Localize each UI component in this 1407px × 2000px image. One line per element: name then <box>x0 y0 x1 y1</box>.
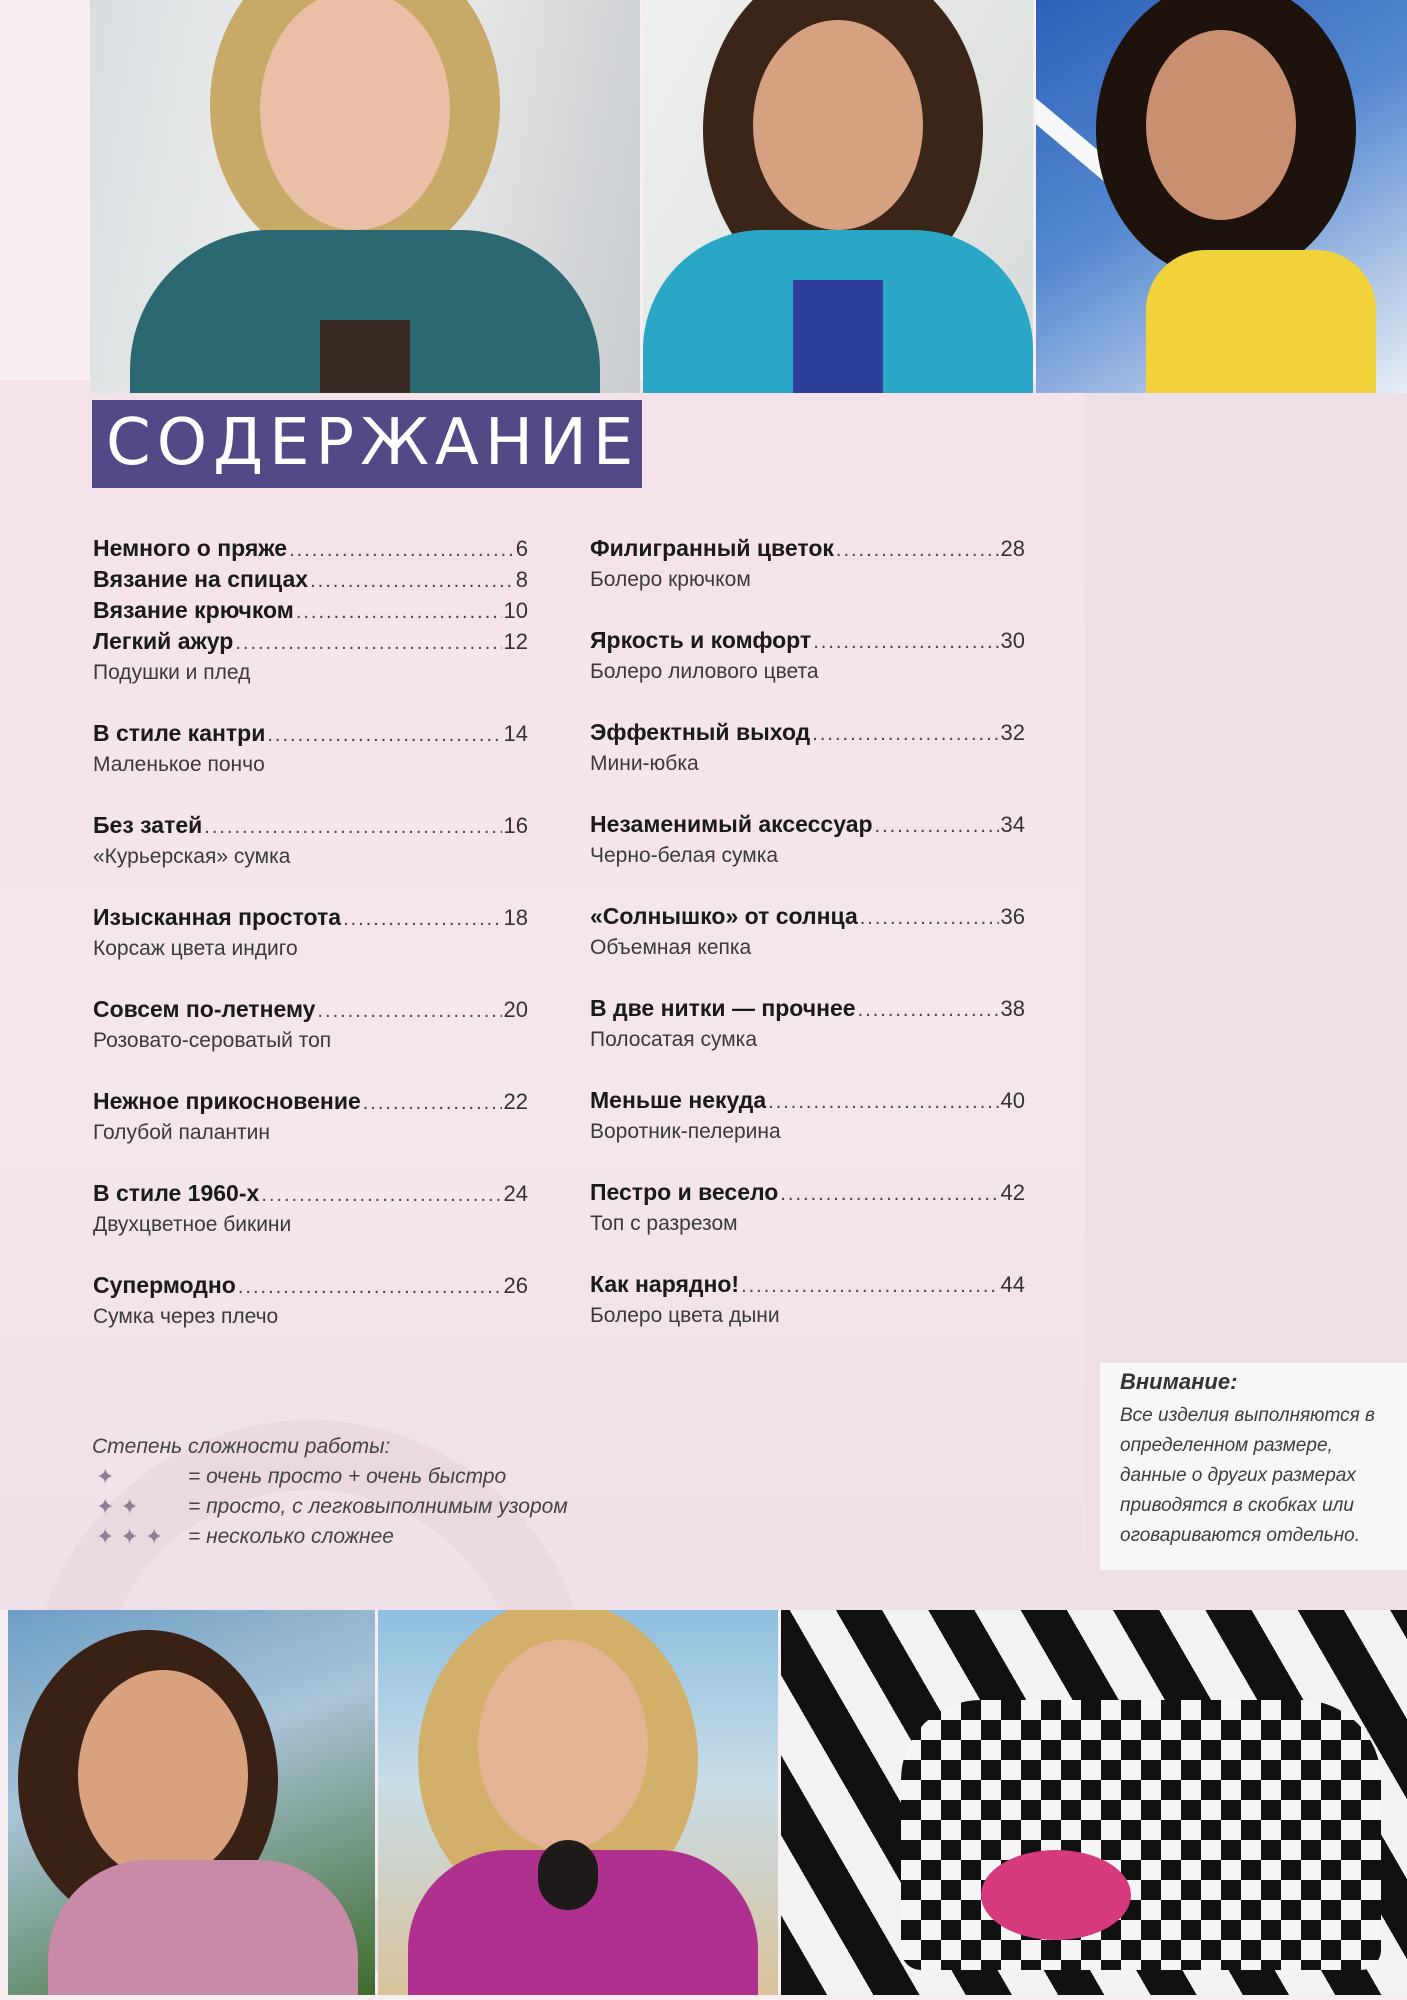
toc-entry-subtitle: Топ с разрезом <box>590 1212 738 1235</box>
legend-text: = очень просто + очень быстро <box>188 1465 507 1488</box>
toc-entry-title: Меньше некуда <box>590 1087 767 1113</box>
legend-row <box>92 1492 568 1522</box>
dot-leader <box>780 1183 998 1206</box>
toc-entry-title: Как нарядно! <box>590 1271 740 1297</box>
toc-entry-subtitle: «Курьерская» сумка <box>93 845 291 868</box>
dot-leader <box>204 816 501 839</box>
dot-leader <box>317 1000 501 1023</box>
toc-entry-title: Нежное прикосновение <box>93 1088 361 1114</box>
toc-entry-line <box>93 566 528 596</box>
toc-entry-subtitle: Болеро лилового цвета <box>590 660 819 683</box>
dot-leader <box>836 539 999 562</box>
toc-entry-line <box>590 1087 1025 1117</box>
toc-entry <box>93 597 528 627</box>
toc-entry-line <box>93 1272 528 1302</box>
toc-entry-title: Незаменимый аксессуар <box>590 811 873 837</box>
woman-teal-shrug-photo <box>90 0 640 393</box>
toc-entry-page: 20 <box>503 997 528 1022</box>
dot-leader <box>812 723 998 746</box>
toc-entry-page: 32 <box>1000 720 1025 745</box>
toc-entry-line <box>93 1180 528 1210</box>
toc-entry-line <box>590 1179 1025 1209</box>
toc-entry-page: 22 <box>503 1089 528 1114</box>
dot-leader <box>267 724 501 747</box>
toc-entry-title: Вязание крючком <box>93 597 294 623</box>
toc-entry-page: 10 <box>503 598 528 623</box>
toc-entry-line <box>93 535 528 565</box>
toc-entry-title: Немного о пряже <box>93 535 288 561</box>
black-white-bag-photo <box>781 1610 1407 1995</box>
toc-entry-subtitle: Голубой палантин <box>93 1121 270 1144</box>
toc-entry-title: Пестро и весело <box>590 1179 779 1205</box>
toc-entry-subtitle: Воротник-пелерина <box>590 1120 781 1143</box>
toc-entry-subtitle: Черно-белая сумка <box>590 844 779 867</box>
toc-entry-line <box>590 535 1025 565</box>
toc-entry-page: 38 <box>1000 996 1025 1021</box>
toc-entry-page: 44 <box>1000 1272 1025 1297</box>
toc-entry-page: 18 <box>503 905 528 930</box>
woman-turquoise-crochet-bolero-photo <box>643 0 1033 393</box>
toc-entry-line <box>590 1271 1025 1301</box>
toc-entry-title: Супермодно <box>93 1272 236 1298</box>
toc-entry-subtitle: Маленькое пончо <box>93 753 265 776</box>
toc-entry-page: 26 <box>503 1273 528 1298</box>
toc-entry-title: Изысканная простота <box>93 904 342 930</box>
toc-entry-title: В две нитки — прочнее <box>590 995 856 1021</box>
toc-entry-line <box>93 1088 528 1118</box>
toc-entry-line <box>93 812 528 842</box>
toc-entry <box>93 1272 528 1332</box>
toc-entry <box>590 719 1025 779</box>
toc-entry <box>93 996 528 1056</box>
dot-leader <box>310 570 514 593</box>
page-title-bar <box>92 400 642 488</box>
toc-entry-subtitle: Болеро крючком <box>590 568 751 591</box>
toc-entry-line <box>93 720 528 750</box>
dot-leader <box>741 1275 998 1298</box>
toc-entry <box>93 812 528 872</box>
legend-row <box>92 1522 394 1552</box>
dot-leader <box>238 1276 502 1299</box>
dot-leader <box>768 1091 998 1114</box>
dot-leader <box>296 601 502 624</box>
toc-entry <box>93 1088 528 1148</box>
toc-entry-line <box>93 904 528 934</box>
dot-leader <box>343 908 501 931</box>
toc-entry-title: «Солнышко» от солнца <box>590 903 858 929</box>
toc-entry-page: 6 <box>515 536 528 561</box>
toc-entry-line <box>590 995 1025 1025</box>
dot-leader <box>860 907 999 930</box>
toc-entry-line <box>590 719 1025 749</box>
dot-leader <box>235 632 501 655</box>
toc-entry <box>590 535 1025 595</box>
toc-entry-title: Легкий ажур <box>93 628 234 654</box>
toc-entry-subtitle: Болеро цвета дыни <box>590 1304 780 1327</box>
dot-leader <box>261 1184 501 1207</box>
notice-box <box>1100 1363 1407 1570</box>
toc-entry-page: 34 <box>1000 812 1025 837</box>
toc-entry-page: 12 <box>503 629 528 654</box>
toc-entry <box>93 904 528 964</box>
toc-entry-page: 28 <box>1000 536 1025 561</box>
dot-leader <box>813 631 998 654</box>
toc-entry-title: В стиле 1960-х <box>93 1180 260 1206</box>
toc-entry <box>93 566 528 596</box>
toc-entry-subtitle: Подушки и плед <box>93 661 251 684</box>
legend-text: = просто, с легковыполнимым узором <box>188 1495 568 1518</box>
legend-heading: Степень сложности работы: <box>92 1435 391 1458</box>
toc-entry-subtitle: Корсаж цвета индиго <box>93 937 298 960</box>
toc-entry-page: 16 <box>503 813 528 838</box>
toc-entry-title: Филигранный цветок <box>590 535 834 561</box>
toc-entry <box>590 811 1025 871</box>
difficulty-legend <box>92 1432 568 1552</box>
toc-entry-page: 40 <box>1000 1088 1025 1113</box>
toc-entry-page: 30 <box>1000 628 1025 653</box>
woman-yellow-bikini-photo <box>1036 0 1407 393</box>
toc-entry-line <box>93 597 528 627</box>
notice-body: Все изделия выполняются в определенном размере, данные о других размерах приводятся в скобках или оговариваются отдельно. <box>1120 1405 1375 1546</box>
toc-entry-line <box>93 628 528 658</box>
legend-text: = несколько сложнее <box>188 1525 394 1548</box>
toc-entry-line <box>590 627 1025 657</box>
toc-entry-page: 8 <box>515 567 528 592</box>
toc-entry <box>93 535 528 565</box>
toc-entry-title: Вязание на спицах <box>93 566 309 592</box>
toc-entry-line <box>590 903 1025 933</box>
toc-entry-title: Эффектный выход <box>590 719 811 745</box>
star-icon: ✦✦ <box>96 1494 145 1519</box>
star-icon: ✦✦✦ <box>96 1524 170 1549</box>
toc-entry-page: 24 <box>503 1181 528 1206</box>
toc-entry-title: Совсем по-летнему <box>93 996 316 1022</box>
toc-entry-subtitle: Розовато-сероватый топ <box>93 1029 332 1052</box>
toc-entry-page: 42 <box>1000 1180 1025 1205</box>
toc-entry <box>590 995 1025 1055</box>
toc-entry-page: 14 <box>503 721 528 746</box>
toc-entry <box>590 627 1025 687</box>
toc-entry <box>93 720 528 780</box>
toc-entry <box>93 628 528 688</box>
toc-entry-subtitle: Двухцветное бикини <box>93 1213 292 1236</box>
toc-entry <box>590 903 1025 963</box>
toc-entry-line <box>93 996 528 1026</box>
toc-entry <box>590 1179 1025 1239</box>
notice-heading: Внимание: <box>1120 1369 1238 1394</box>
toc-entry-subtitle: Мини-юбка <box>590 752 699 775</box>
dot-leader <box>858 999 999 1022</box>
toc-entry <box>93 1180 528 1240</box>
toc-entry <box>590 1271 1025 1331</box>
toc-entry-page: 36 <box>1000 904 1025 929</box>
toc-entry-title: Без затей <box>93 812 203 838</box>
woman-pink-top-photo <box>8 1610 375 1995</box>
legend-row <box>92 1462 507 1492</box>
page-title: СОДЕРЖАНИЕ <box>106 406 640 480</box>
toc-entry-title: В стиле кантри <box>93 720 266 746</box>
dot-leader <box>363 1092 502 1115</box>
toc-entry-subtitle: Сумка через плечо <box>93 1305 279 1328</box>
toc-entry-title: Яркость и комфорт <box>590 627 812 653</box>
toc-entry-line <box>590 811 1025 841</box>
toc-entry-subtitle: Полосатая сумка <box>590 1028 757 1051</box>
toc-entry-subtitle: Объемная кепка <box>590 936 752 959</box>
woman-magenta-cardigan-photo <box>378 1610 778 1995</box>
star-icon: ✦ <box>96 1464 121 1489</box>
dot-leader <box>875 815 999 838</box>
toc-entry <box>590 1087 1025 1147</box>
dot-leader <box>289 539 514 562</box>
